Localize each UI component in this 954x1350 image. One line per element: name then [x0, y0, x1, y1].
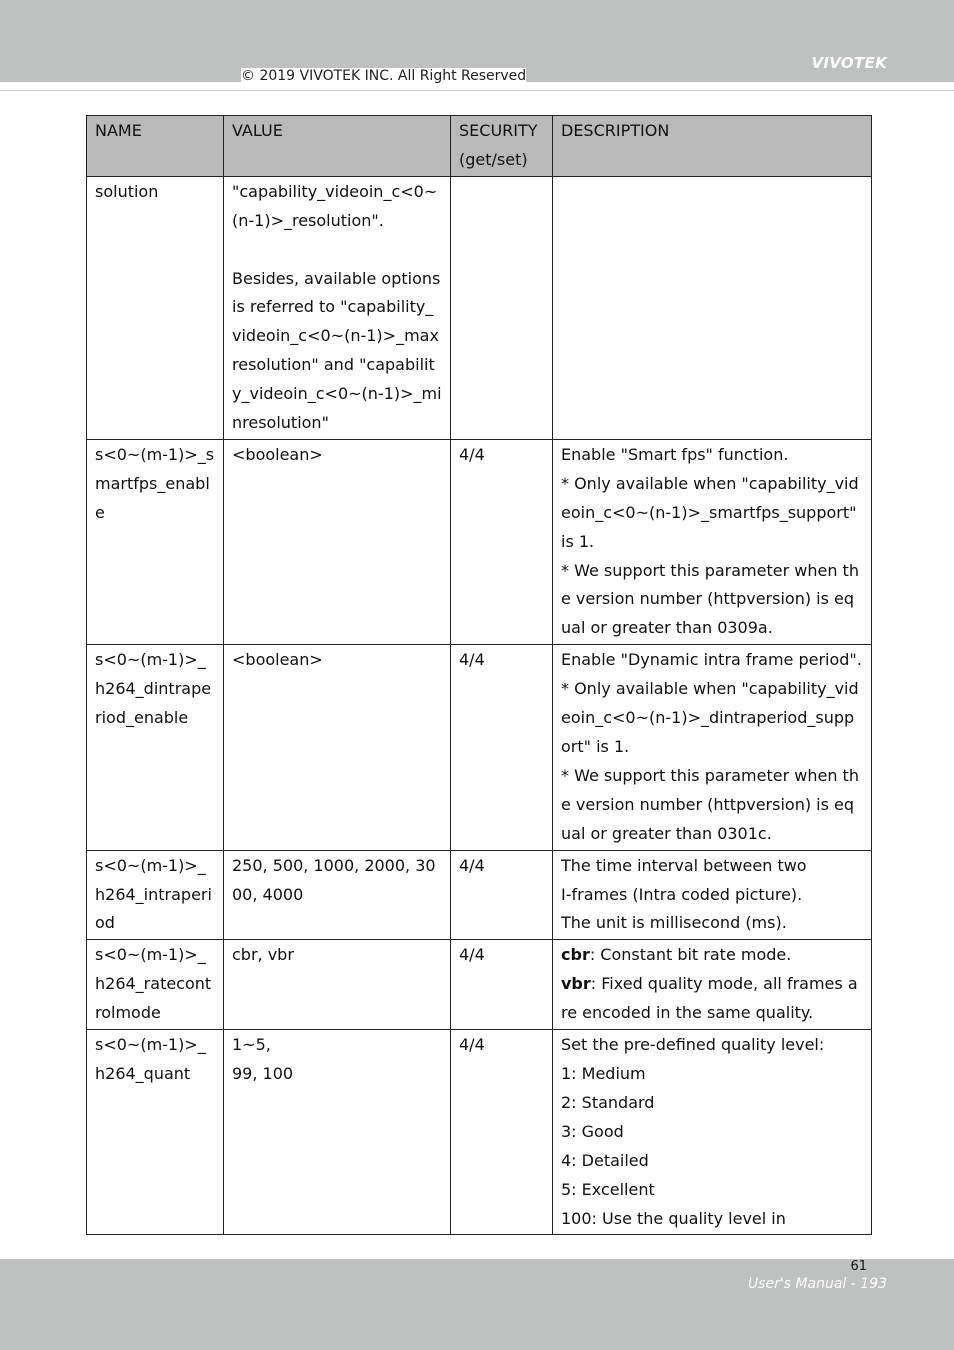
param-description: [553, 850, 872, 940]
param-description: [553, 645, 872, 850]
param-name: s<0~(m-1)>_h264_intraperiod: [87, 850, 224, 940]
description-line: 1: Medium: [561, 1063, 646, 1083]
description-line: * We support this parameter when the version number (httpversion) is equal or greater than 0309a.: [561, 560, 859, 638]
param-value: <boolean>: [224, 439, 451, 644]
col-header-security: SECURITY(get/set): [451, 116, 553, 177]
description-line: 4: Detailed: [561, 1150, 649, 1170]
description-line: 3: Good: [561, 1121, 624, 1141]
param-name: solution: [87, 176, 224, 439]
table-row: [87, 645, 872, 850]
table-row: [87, 1030, 872, 1235]
param-security: [451, 176, 553, 439]
table-row: [87, 850, 872, 940]
description-line: Enable "Smart fps" function.: [561, 444, 789, 464]
param-value: 250, 500, 1000, 2000, 3000, 4000: [224, 850, 451, 940]
param-name: s<0~(m-1)>_smartfps_enable: [87, 439, 224, 644]
param-value-line: Besides, available options is referred to "capability_videoin_c<0~(n-1)>_maxresolution" and "capability_videoin_c<0~(n-1)>_minresolution": [232, 268, 446, 433]
brand-logo-text: VIVOTEK: [811, 54, 887, 72]
description-line: [561, 941, 863, 970]
param-value: <boolean>: [224, 645, 451, 850]
header-divider: [0, 90, 954, 91]
col-header-description: DESCRIPTION: [553, 116, 872, 177]
param-description: [553, 940, 872, 1030]
param-security: 4/4: [451, 439, 553, 644]
table-row: [87, 176, 872, 439]
description-line: * Only available when "capability_videoin_c<0~(n-1)>_dintraperiod_support" is 1.: [561, 679, 859, 757]
param-value: cbr, vbr: [224, 940, 451, 1030]
param-security: 4/4: [451, 940, 553, 1030]
page-number: 61: [850, 1259, 867, 1274]
manual-page-label: User's Manual - 193: [747, 1276, 887, 1292]
term-vbr: vbr: [561, 974, 591, 994]
param-value-line: 99, 100: [232, 1063, 294, 1083]
param-value: [224, 1030, 451, 1235]
col-header-value: VALUE: [224, 116, 451, 177]
description-line: The time interval between two: [561, 855, 807, 875]
param-name: s<0~(m-1)>_h264_quant: [87, 1030, 224, 1235]
term-cbr: cbr: [561, 945, 590, 965]
copyright-notice: © 2019 VIVOTEK INC. All Right Reserved: [241, 68, 527, 84]
table-row: [87, 940, 872, 1030]
param-description: [553, 1030, 872, 1235]
param-description: [553, 439, 872, 644]
footer-band: [0, 1259, 954, 1350]
param-description: [553, 176, 872, 439]
description-line: * Only available when "capability_videoin_c<0~(n-1)>_smartfps_support" is 1.: [561, 473, 862, 551]
description-line: Enable "Dynamic intra frame period".: [561, 650, 862, 670]
description-line: [561, 970, 863, 1028]
description-line: I-frames (Intra coded picture).: [561, 884, 803, 904]
description-line: 5: Excellent: [561, 1179, 655, 1199]
description-line: * We support this parameter when the version number (httpversion) is equal or greater than 0301c.: [561, 765, 859, 843]
param-value: [224, 176, 451, 439]
param-value-line: "capability_videoin_c<0~(n-1)>_resolution".: [232, 181, 438, 230]
description-line: Set the pre-defined quality level:: [561, 1035, 825, 1055]
term-cbr-text: : Constant bit rate mode.: [589, 945, 792, 965]
param-name: s<0~(m-1)>_h264_ratecontrolmode: [87, 940, 224, 1030]
param-value-line: 1~5,: [232, 1035, 271, 1055]
param-security: 4/4: [451, 1030, 553, 1235]
param-name: s<0~(m-1)>_h264_dintraperiod_enable: [87, 645, 224, 850]
description-line: 100: Use the quality level in: [561, 1208, 786, 1228]
col-header-name: NAME: [87, 116, 224, 177]
table-row: [87, 439, 872, 644]
description-line: The unit is millisecond (ms).: [561, 913, 787, 933]
param-security: 4/4: [451, 850, 553, 940]
description-line: 2: Standard: [561, 1092, 655, 1112]
param-security: 4/4: [451, 645, 553, 850]
table-header-row: [87, 116, 872, 177]
term-vbr-text: : Fixed quality mode, all frames are encoded in the same quality.: [561, 974, 858, 1023]
parameter-table: [86, 115, 872, 1235]
